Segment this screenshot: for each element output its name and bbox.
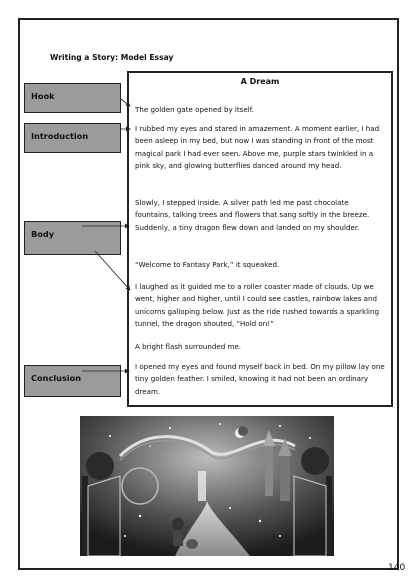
- essay-title: A Dream: [240, 77, 280, 86]
- introduction-label: Introduction: [24, 123, 121, 153]
- paragraph-body-3: I laughed as it guided me to a roller coaster made of clouds. Up we went, higher and higher, until I could see castles, rainbow lakes and unicorns galloping below. Just as the ride rushed towards a sparkling tunnel, the dragon shouted, “Hold on!”: [135, 282, 380, 329]
- page-number: 140: [388, 563, 406, 573]
- body-label: Body: [24, 221, 121, 255]
- body-arrow-2: [95, 251, 130, 290]
- paragraph-body-2: “Welcome to Fantasy Park,” it squeaked.: [135, 260, 280, 269]
- conclusion-label: Conclusion: [24, 365, 121, 397]
- paragraph-conclusion: I opened my eyes and found myself back in bed. On my pillow lay one tiny golden feather. I smiled, knowing it had not been an ordinary dream.: [135, 362, 385, 396]
- fantasy-park-illustration: [80, 416, 334, 556]
- essay-box: [127, 71, 393, 407]
- page-title: Writing a Story: Model Essay: [50, 53, 174, 62]
- paragraph-hook: The golden gate opened by itself.: [135, 105, 254, 114]
- hook-label: Hook: [24, 83, 121, 113]
- paragraph-body-1: Slowly, I stepped inside. A silver path led me past chocolate fountains, talking trees and flowers that sang softly in the breeze. Suddenly, a tiny dragon flew down and landed on my shoulder.: [135, 198, 370, 232]
- paragraph-introduction: I rubbed my eyes and stared in amazement. A moment earlier, I had been asleep in my bed, but now I was standing in front of the most magical park I had ever seen. Above me, purple stars twinkled in a pink sky, and glowing butterflies danced around my head.: [135, 124, 380, 171]
- paragraph-body-4: A bright flash surrounded me.: [135, 342, 242, 351]
